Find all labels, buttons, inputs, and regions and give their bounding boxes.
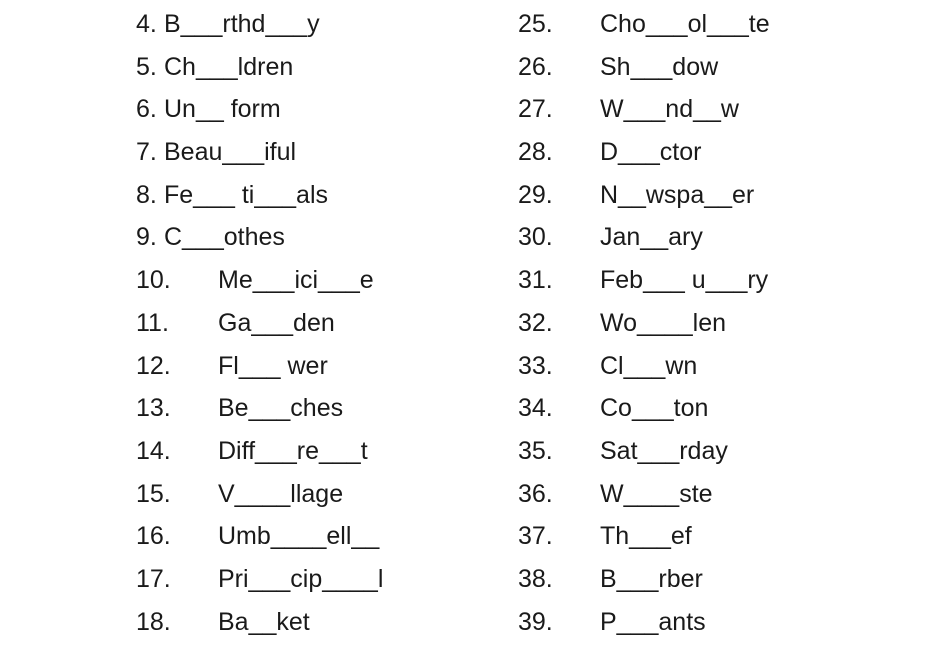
item-word: Beau___iful <box>164 138 297 167</box>
list-item <box>518 6 878 49</box>
item-word: Wo____len <box>600 308 727 337</box>
item-word: Th___ef <box>600 522 692 551</box>
item-number: 17. <box>136 564 171 593</box>
list-item <box>136 476 496 519</box>
list-item <box>136 219 496 262</box>
item-number: 29. <box>518 180 553 209</box>
right-column <box>518 6 878 646</box>
item-word: Pri___cip____l <box>218 564 384 593</box>
item-number: 33. <box>518 351 553 380</box>
item-word: Feb___ u___ry <box>600 266 769 295</box>
list-item <box>518 348 878 391</box>
list-item <box>136 518 496 561</box>
item-word: N__wspa__er <box>600 180 755 209</box>
list-item <box>136 604 496 646</box>
item-word: Sh___dow <box>600 52 719 81</box>
item-word: C___othes <box>164 223 285 252</box>
item-number: 14. <box>136 436 171 465</box>
item-word: Cho___ol___te <box>600 10 770 38</box>
item-number: 5. <box>136 52 157 81</box>
item-word: Umb____ell__ <box>218 522 380 551</box>
item-number: 34. <box>518 394 553 423</box>
item-word: W___nd__w <box>600 95 739 124</box>
list-item <box>136 305 496 348</box>
item-word: Fe___ ti___als <box>164 180 329 209</box>
item-number: 28. <box>518 138 553 167</box>
item-word: W____ste <box>600 479 713 508</box>
item-number: 15. <box>136 479 171 508</box>
list-item <box>136 134 496 177</box>
list-item <box>518 49 878 92</box>
item-word: Ch___ldren <box>164 52 294 81</box>
list-item <box>518 262 878 305</box>
item-number: 39. <box>518 607 553 636</box>
list-item <box>518 561 878 604</box>
item-number: 30. <box>518 223 553 252</box>
list-item <box>518 134 878 177</box>
list-item <box>136 6 496 49</box>
item-word: V____llage <box>218 479 344 508</box>
list-item <box>136 433 496 476</box>
item-word: Co___ton <box>600 394 709 423</box>
item-word: Jan__ary <box>600 223 703 252</box>
list-item <box>136 177 496 220</box>
left-column <box>136 6 496 646</box>
item-word: Sat___rday <box>600 436 728 465</box>
item-word: Cl___wn <box>600 351 698 380</box>
item-word: B___rber <box>600 564 703 593</box>
item-number: 6. <box>136 95 157 124</box>
list-item <box>518 91 878 134</box>
item-word: Fl___ wer <box>218 351 328 380</box>
list-item <box>518 305 878 348</box>
list-item <box>518 518 878 561</box>
item-word: D___ctor <box>600 138 702 167</box>
item-number: 8. <box>136 180 157 209</box>
item-number: 35. <box>518 436 553 465</box>
item-word: Ba__ket <box>218 607 310 636</box>
item-number: 38. <box>518 564 553 593</box>
item-number: 32. <box>518 308 553 337</box>
list-item <box>136 49 496 92</box>
list-item <box>136 561 496 604</box>
list-item <box>136 348 496 391</box>
list-item <box>518 177 878 220</box>
item-number: 13. <box>136 394 171 423</box>
item-number: 31. <box>518 266 553 295</box>
list-item <box>518 219 878 262</box>
list-item <box>518 604 878 646</box>
item-number: 27. <box>518 95 553 124</box>
item-number: 37. <box>518 522 553 551</box>
item-number: 18. <box>136 607 171 636</box>
list-item <box>136 91 496 134</box>
item-word: Diff___re___t <box>218 436 368 465</box>
item-word: Un__ form <box>164 95 281 124</box>
item-number: 7. <box>136 138 157 167</box>
item-number: 12. <box>136 351 171 380</box>
item-number: 10. <box>136 266 171 295</box>
list-item <box>518 433 878 476</box>
item-number: 9. <box>136 223 157 252</box>
list-item <box>518 476 878 519</box>
list-item <box>136 390 496 433</box>
item-number: 11. <box>136 308 169 337</box>
item-number: 26. <box>518 52 553 81</box>
item-word: Ga___den <box>218 308 335 337</box>
item-number: 36. <box>518 479 553 508</box>
item-number: 25. <box>518 10 553 38</box>
item-word: Me___ici___e <box>218 266 374 295</box>
item-number: 4. <box>136 10 157 38</box>
item-number: 16. <box>136 522 171 551</box>
item-word: P___ants <box>600 607 706 636</box>
item-word: Be___ches <box>218 394 344 423</box>
item-word: B___rthd___y <box>164 10 320 38</box>
list-item <box>518 390 878 433</box>
list-item <box>136 262 496 305</box>
